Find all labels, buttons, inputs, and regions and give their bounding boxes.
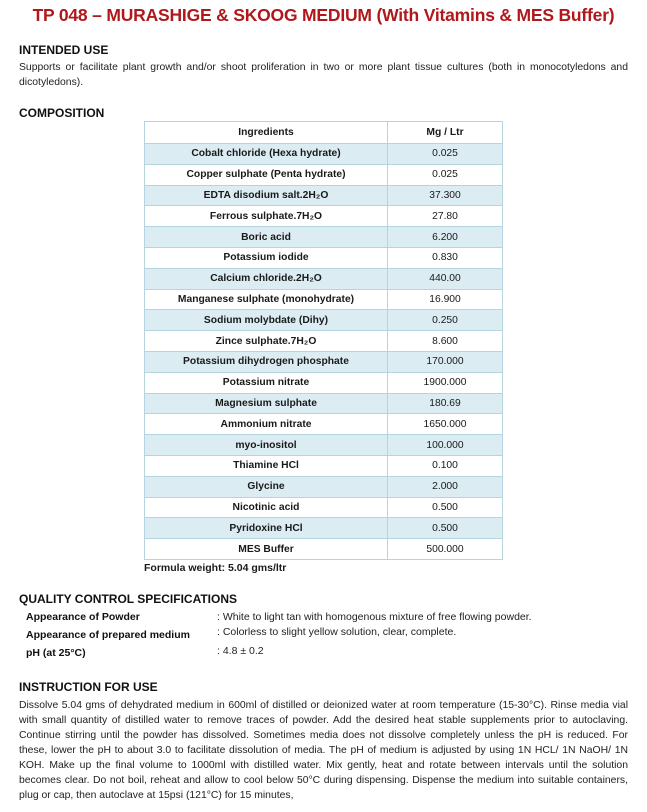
table-row (145, 144, 503, 165)
amount-cell: 0.500 (388, 497, 503, 518)
amount-cell: 500.000 (388, 539, 503, 560)
table-row (145, 372, 503, 393)
instructions-text: Dissolve 5.04 gms of dehydrated medium in 600ml of distilled or deionized water at room temperature (15-30°C). Rinse media vial with small quantity of distilled water to remove traces of powder. Add the desired heat stable supplements prior to autoclaving. Continue stirring until the powder has dissolved. Sometimes media does not dissolve completely unless the pH is reduced. For these, lower the pH to about 3.0 to facilitate dissolution of media. The pH of medium is adjusted by using 1N HCL/ 1N NaOH/ 1N KOH. Make up the final volume to 1000ml with distilled water. Mix gently, heat and rotate between intervals until the solution becomes clear. Do not boil, reheat and allow to cool below 50°C during dispensing. Dispense the medium into suitable containers, plug or cap, then autoclave at 15psi (121°C) for 15 minutes, (19, 700, 628, 801)
amount-cell: 170.000 (388, 351, 503, 372)
qc-label-prepared-medium: Appearance of prepared medium (26, 629, 190, 641)
table-header-row (145, 122, 503, 144)
ingredient-cell: Copper sulphate (Penta hydrate) (145, 164, 388, 185)
instructions-heading: INSTRUCTION FOR USE (19, 680, 158, 694)
qc-label-ph: pH (at 25°C) (26, 647, 86, 659)
ingredient-cell: Sodium molybdate (Dihy) (145, 310, 388, 331)
table-row (145, 164, 503, 185)
ingredient-cell: Glycine (145, 476, 388, 497)
ingredient-cell: Ammonium nitrate (145, 414, 388, 435)
table-row (145, 310, 503, 331)
table-row (145, 268, 503, 289)
ingredient-cell: Potassium iodide (145, 247, 388, 268)
amount-cell: 1900.000 (388, 372, 503, 393)
table-row (145, 435, 503, 456)
amount-cell: 0.830 (388, 247, 503, 268)
ingredient-cell: Boric acid (145, 227, 388, 248)
table-row (145, 331, 503, 352)
amount-cell: 100.000 (388, 435, 503, 456)
table-row (145, 476, 503, 497)
composition-table (144, 121, 503, 560)
ingredient-cell: Zince sulphate.7H₂O (145, 331, 388, 352)
amount-cell: 8.600 (388, 331, 503, 352)
ingredient-cell: Cobalt chloride (Hexa hydrate) (145, 144, 388, 165)
amount-cell: 27.80 (388, 206, 503, 227)
amount-cell: 0.500 (388, 518, 503, 539)
column-header-amount: Mg / Ltr (388, 122, 503, 144)
ingredient-cell: Manganese sulphate (monohydrate) (145, 289, 388, 310)
composition-table-body (145, 144, 503, 560)
document-title: TP 048 – MURASHIGE & SKOOG MEDIUM (With Vitamins & MES Buffer) (32, 5, 615, 25)
ingredient-cell: Nicotinic acid (145, 497, 388, 518)
amount-cell: 0.100 (388, 455, 503, 476)
intended-use-heading: INTENDED USE (19, 43, 109, 57)
amount-cell: 2.000 (388, 476, 503, 497)
ingredient-cell: Calcium chloride.2H₂O (145, 268, 388, 289)
ingredient-cell: Magnesium sulphate (145, 393, 388, 414)
amount-cell: 1650.000 (388, 414, 503, 435)
amount-cell: 0.025 (388, 144, 503, 165)
table-row (145, 455, 503, 476)
intended-use-text: Supports or facilitate plant growth and/or shoot proliferation in two or more plant tissue cultures (both in monocotyledons and dicotyledons). (19, 62, 628, 88)
table-row (145, 497, 503, 518)
ingredient-cell: Potassium dihydrogen phosphate (145, 351, 388, 372)
qc-label-powder: Appearance of Powder (26, 611, 140, 623)
table-row (145, 206, 503, 227)
formula-weight: Formula weight: 5.04 gms/ltr (144, 562, 287, 574)
table-row (145, 185, 503, 206)
amount-cell: 180.69 (388, 393, 503, 414)
qc-value-prepared-medium: : Colorless to slight yellow solution, clear, complete. (217, 626, 457, 638)
ingredient-cell: Thiamine HCl (145, 455, 388, 476)
qc-value-ph: : 4.8 ± 0.2 (217, 645, 264, 657)
table-row (145, 518, 503, 539)
ingredient-cell: EDTA disodium salt.2H₂O (145, 185, 388, 206)
composition-heading: COMPOSITION (19, 106, 105, 120)
table-row (145, 227, 503, 248)
ingredient-cell: Potassium nitrate (145, 372, 388, 393)
table-row (145, 351, 503, 372)
ingredient-cell: MES Buffer (145, 539, 388, 560)
amount-cell: 0.250 (388, 310, 503, 331)
table-row (145, 414, 503, 435)
table-row (145, 247, 503, 268)
amount-cell: 440.00 (388, 268, 503, 289)
table-row (145, 289, 503, 310)
qc-value-powder: : White to light tan with homogenous mixture of free flowing powder. (217, 611, 532, 623)
amount-cell: 16.900 (388, 289, 503, 310)
amount-cell: 37.300 (388, 185, 503, 206)
ingredient-cell: Pyridoxine HCl (145, 518, 388, 539)
amount-cell: 0.025 (388, 164, 503, 185)
qc-heading: QUALITY CONTROL SPECIFICATIONS (19, 592, 238, 606)
ingredient-cell: Ferrous sulphate.7H₂O (145, 206, 388, 227)
amount-cell: 6.200 (388, 227, 503, 248)
ingredient-cell: myo-inositol (145, 435, 388, 456)
table-row (145, 393, 503, 414)
column-header-ingredients: Ingredients (145, 122, 388, 144)
table-row (145, 539, 503, 560)
